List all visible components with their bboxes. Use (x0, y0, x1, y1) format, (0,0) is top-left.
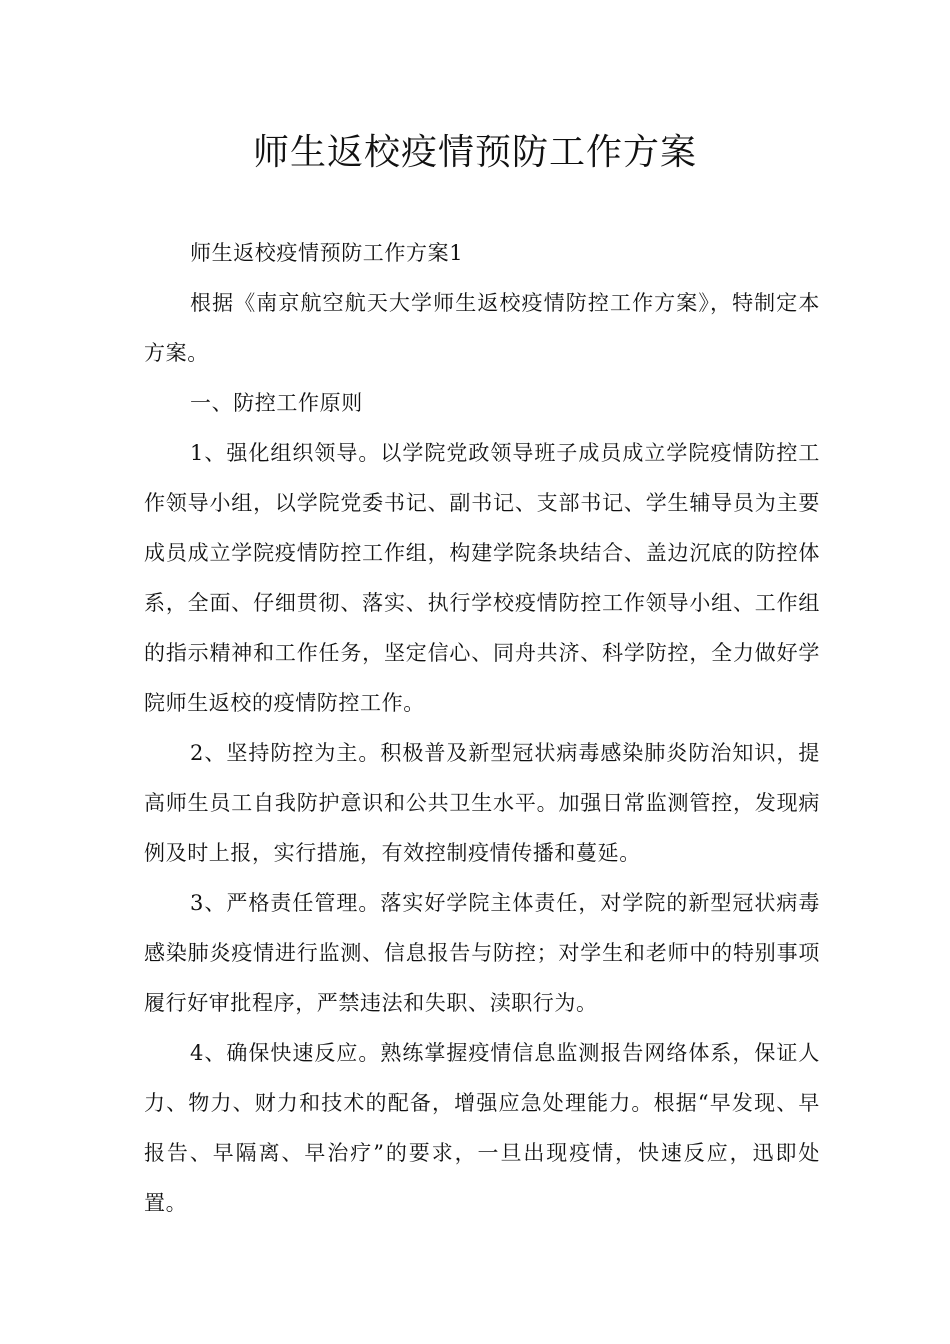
document-title: 师生返校疫情预防工作方案 (252, 132, 697, 173)
subtitle-paragraph: 师生返校疫情预防工作方案1 (190, 241, 464, 265)
section-heading: 一、防控工作原则 (190, 391, 363, 415)
principle-paragraph-3: 3、严格责任管理。落实好学院主体责任，对学院的新型冠状病毒感染肺炎疫情进行监测、信息报告与防控；对学生和老师中的特别事项履行好审批程序，严禁违法和失职、渎职行为。 (144, 891, 820, 1015)
principle-paragraph-2: 2、坚持防控为主。积极普及新型冠状病毒感染肺炎防治知识，提高师生员工自我防护意识和公共卫生水平。加强日常监测管控，发现病例及时上报，实行措施，有效控制疫情传播和蔓延。 (144, 741, 820, 865)
intro-paragraph: 根据《南京航空航天大学师生返校疫情防控工作方案》，特制定本方案。 (144, 291, 820, 365)
principle-paragraph-4: 4、确保快速反应。熟练掌握疫情信息监测报告网络体系，保证人力、物力、财力和技术的配备，增强应急处理能力。根据“早发现、早报告、早隔离、早治疗”的要求，一旦出现疫情，快速反应，迅即处置。 (144, 1041, 820, 1215)
principle-paragraph-1: 1、强化组织领导。以学院党政领导班子成员成立学院疫情防控工作领导小组，以学院党委书记、副书记、支部书记、学生辅导员为主要成员成立学院疫情防控工作组，构建学院条块结合、盖边沉底的防控体系，全面、仔细贯彻、落实、执行学校疫情防控工作领导小组、工作组的指示精神和工作任务，坚定信心、同舟共济、科学防控，全力做好学院师生返校的疫情防控工作。 (144, 441, 820, 715)
document-body (144, 228, 820, 1228)
